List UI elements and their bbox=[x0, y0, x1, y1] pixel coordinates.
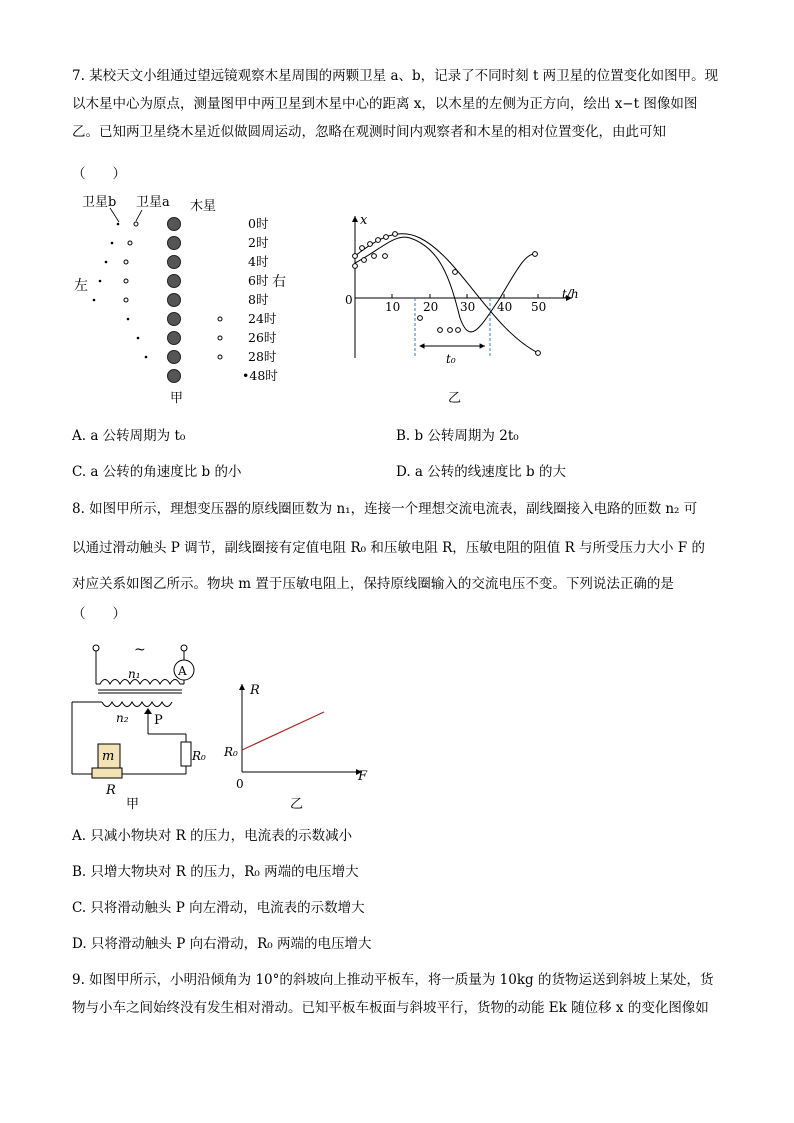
q8-R-pressure-resistor bbox=[92, 768, 122, 778]
satellite-a-dot bbox=[124, 260, 128, 264]
x-tick-label: 30 bbox=[460, 300, 476, 314]
q8-yi-caption: 乙 bbox=[290, 797, 304, 812]
q7-jia-right: 右 bbox=[272, 274, 286, 290]
data-point bbox=[372, 254, 377, 259]
data-point bbox=[438, 328, 443, 333]
satellite-b-dot bbox=[111, 242, 114, 245]
q7-jia-caption: 甲 bbox=[170, 391, 184, 406]
q7-yi-ticks bbox=[385, 294, 546, 314]
q8-jia-n1: n₁ bbox=[128, 667, 141, 681]
q8-jia-R: R bbox=[106, 783, 116, 798]
data-point bbox=[353, 264, 358, 269]
satellite-b-dot bbox=[127, 318, 130, 321]
q8-stem-line3: 对应关系如图乙所示。物块 m 置于压敏电阻上，保持原线圈输入的交流电压不变。下列说法正确的是 bbox=[72, 576, 674, 592]
time-label: 4时 bbox=[248, 254, 269, 269]
q7-jia-label-a: 卫星a bbox=[136, 195, 170, 210]
x-tick-label: 20 bbox=[423, 300, 439, 314]
q7-figure-jia bbox=[70, 188, 310, 408]
q7-stem: 7. 某校天文小组通过望远镜观察木星周围的两颗卫星 a、b，记录了不同时刻 t 两卫星的位置变化如图甲。现以木星中心为原点，测量图甲中两卫星到木星中心的距离 x，以木星的左侧为正方向，绘出 x−t 图像如图乙。已知两卫星绕木星近似做圆周运动，忽略在观测时间内观察者和木星的相对位置变化，由此可知 bbox=[72, 68, 719, 140]
q7-option-c: C. a 公转的角速度比 b 的小 bbox=[72, 464, 242, 480]
data-point bbox=[368, 242, 373, 247]
data-point bbox=[376, 238, 381, 243]
q7-option-d: D. a 公转的线速度比 b 的大 bbox=[396, 464, 566, 480]
q7-yi-x-axis-label: t/h bbox=[562, 287, 579, 301]
data-point bbox=[536, 351, 541, 356]
time-label: •48时 bbox=[242, 368, 278, 383]
data-point bbox=[393, 232, 398, 237]
q8-jia-m: m bbox=[102, 749, 115, 764]
q7-jupiter-column bbox=[168, 218, 181, 383]
data-point bbox=[362, 258, 367, 263]
data-point bbox=[383, 254, 388, 259]
q8-figure-yi bbox=[222, 674, 382, 824]
q8-stem-line2: 以通过滑动触头 P 调节，副线圈接有定值电阻 R₀ 和压敏电阻 R，压敏电阻的阻值 R 与所受压力大小 F 的 bbox=[72, 540, 705, 556]
q7-option-a: A. a 公转周期为 t₀ bbox=[72, 428, 186, 444]
x-tick-label: 50 bbox=[531, 300, 547, 314]
q8-yi-origin: 0 bbox=[236, 777, 244, 791]
q8-jia-P: P bbox=[154, 713, 163, 728]
jupiter-disc bbox=[168, 351, 181, 364]
satellite-a-dot bbox=[218, 355, 222, 359]
time-label: 6时 bbox=[248, 273, 269, 288]
data-point bbox=[384, 235, 389, 240]
q8-yi-y-axis-label: R bbox=[250, 683, 260, 698]
q8-figure-jia bbox=[64, 632, 214, 812]
data-point bbox=[360, 246, 365, 251]
time-label: 0时 bbox=[248, 216, 269, 231]
satellite-a-dot bbox=[218, 317, 222, 321]
q7-yi-y-axis-label: x bbox=[360, 213, 368, 228]
q7-jia-label-jupiter: 木星 bbox=[190, 199, 217, 214]
q7-yi-caption: 乙 bbox=[448, 391, 462, 406]
x-tick-label: 10 bbox=[385, 300, 401, 314]
data-point bbox=[353, 254, 358, 259]
data-point bbox=[456, 328, 461, 333]
q7-yi-origin: 0 bbox=[345, 293, 353, 307]
time-label: 28时 bbox=[248, 349, 277, 364]
data-point bbox=[418, 316, 423, 321]
q7-answer-paren: （ ） bbox=[72, 166, 126, 182]
data-point bbox=[453, 270, 458, 275]
satellite-b-dot bbox=[145, 356, 148, 359]
jupiter-disc bbox=[168, 294, 181, 307]
jupiter-disc bbox=[168, 332, 181, 345]
satellite-a-dot bbox=[124, 298, 128, 302]
q7-jia-left: 左 bbox=[74, 278, 88, 294]
x-tick-label: 40 bbox=[497, 300, 513, 314]
q7-yi-t0: t₀ bbox=[446, 352, 456, 366]
q8-stem-line1: 8. 如图甲所示，理想变压器的原线圈匝数为 n₁，连接一个理想交流电流表，副线圈接入电路的匝数 n₂ 可 bbox=[72, 501, 698, 517]
q9-stem: 9. 如图甲所示，小明沿倾角为 10°的斜坡向上推动平板车，将一质量为 10kg 的货物运送到斜坡上某处，货物与小车之间始终没有发生相对滑动。已知平板车板面与斜坡平行，货物的动能 Ek 随位移 x 的变化图像如 bbox=[72, 972, 714, 1016]
satellite-a-dot bbox=[134, 222, 138, 226]
q7-option-b: B. b 公转周期为 2t₀ bbox=[396, 428, 519, 444]
data-point bbox=[448, 328, 453, 333]
time-label: 26时 bbox=[248, 330, 277, 345]
satellite-a-dot bbox=[218, 336, 222, 340]
time-label: 8时 bbox=[248, 292, 269, 307]
q8-secondary-coil bbox=[102, 702, 172, 707]
satellite-b-dot bbox=[93, 299, 96, 302]
q8-ammeter-label: A bbox=[178, 664, 187, 678]
jupiter-disc bbox=[168, 256, 181, 269]
q8-jia-n2: n₂ bbox=[116, 711, 129, 725]
q8-yi-x-axis-label: F bbox=[358, 769, 368, 784]
satellite-b-dot bbox=[99, 280, 102, 283]
q7-curve-b bbox=[355, 237, 535, 332]
satellite-b-dot bbox=[105, 261, 108, 264]
q8-jia-caption: 甲 bbox=[126, 797, 140, 812]
time-label: 2时 bbox=[248, 235, 269, 250]
satellite-b-dot bbox=[117, 223, 120, 226]
q7-jia-label-b: 卫星b bbox=[82, 195, 117, 210]
q7-satellite-dots bbox=[93, 222, 222, 359]
data-point bbox=[533, 252, 538, 257]
q8-option-c: C. 只将滑动触头 P 向左滑动，电流表的示数增大 bbox=[72, 900, 365, 916]
time-label: 24时 bbox=[248, 311, 277, 326]
q7-curve-a bbox=[355, 234, 538, 353]
q8-option-b: B. 只增大物块对 R 的压力，R₀ 两端的电压增大 bbox=[72, 864, 359, 880]
q8-jia-R0: R₀ bbox=[192, 749, 206, 763]
satellite-a-dot bbox=[124, 279, 128, 283]
q8-option-a: A. 只减小物块对 R 的压力，电流表的示数减小 bbox=[72, 828, 353, 844]
q8-jia-tilde: ~ bbox=[134, 642, 146, 658]
jupiter-disc bbox=[168, 313, 181, 326]
jupiter-disc bbox=[168, 237, 181, 250]
q7-figure-yi bbox=[340, 208, 590, 408]
jupiter-disc bbox=[168, 370, 181, 383]
q8-answer-paren: （ ） bbox=[72, 606, 126, 622]
q7-time-labels bbox=[242, 216, 278, 383]
jupiter-disc bbox=[168, 275, 181, 288]
jupiter-disc bbox=[168, 218, 181, 231]
q8-option-d: D. 只将滑动触头 P 向右滑动，R₀ 两端的电压增大 bbox=[72, 936, 372, 952]
satellite-b-dot bbox=[137, 337, 140, 340]
q8-yi-R0: R₀ bbox=[224, 745, 238, 759]
q8-R-F-line bbox=[242, 712, 324, 750]
q8-R0-resistor bbox=[181, 742, 191, 766]
satellite-a-dot bbox=[128, 241, 132, 245]
q7-data-points bbox=[353, 232, 541, 356]
